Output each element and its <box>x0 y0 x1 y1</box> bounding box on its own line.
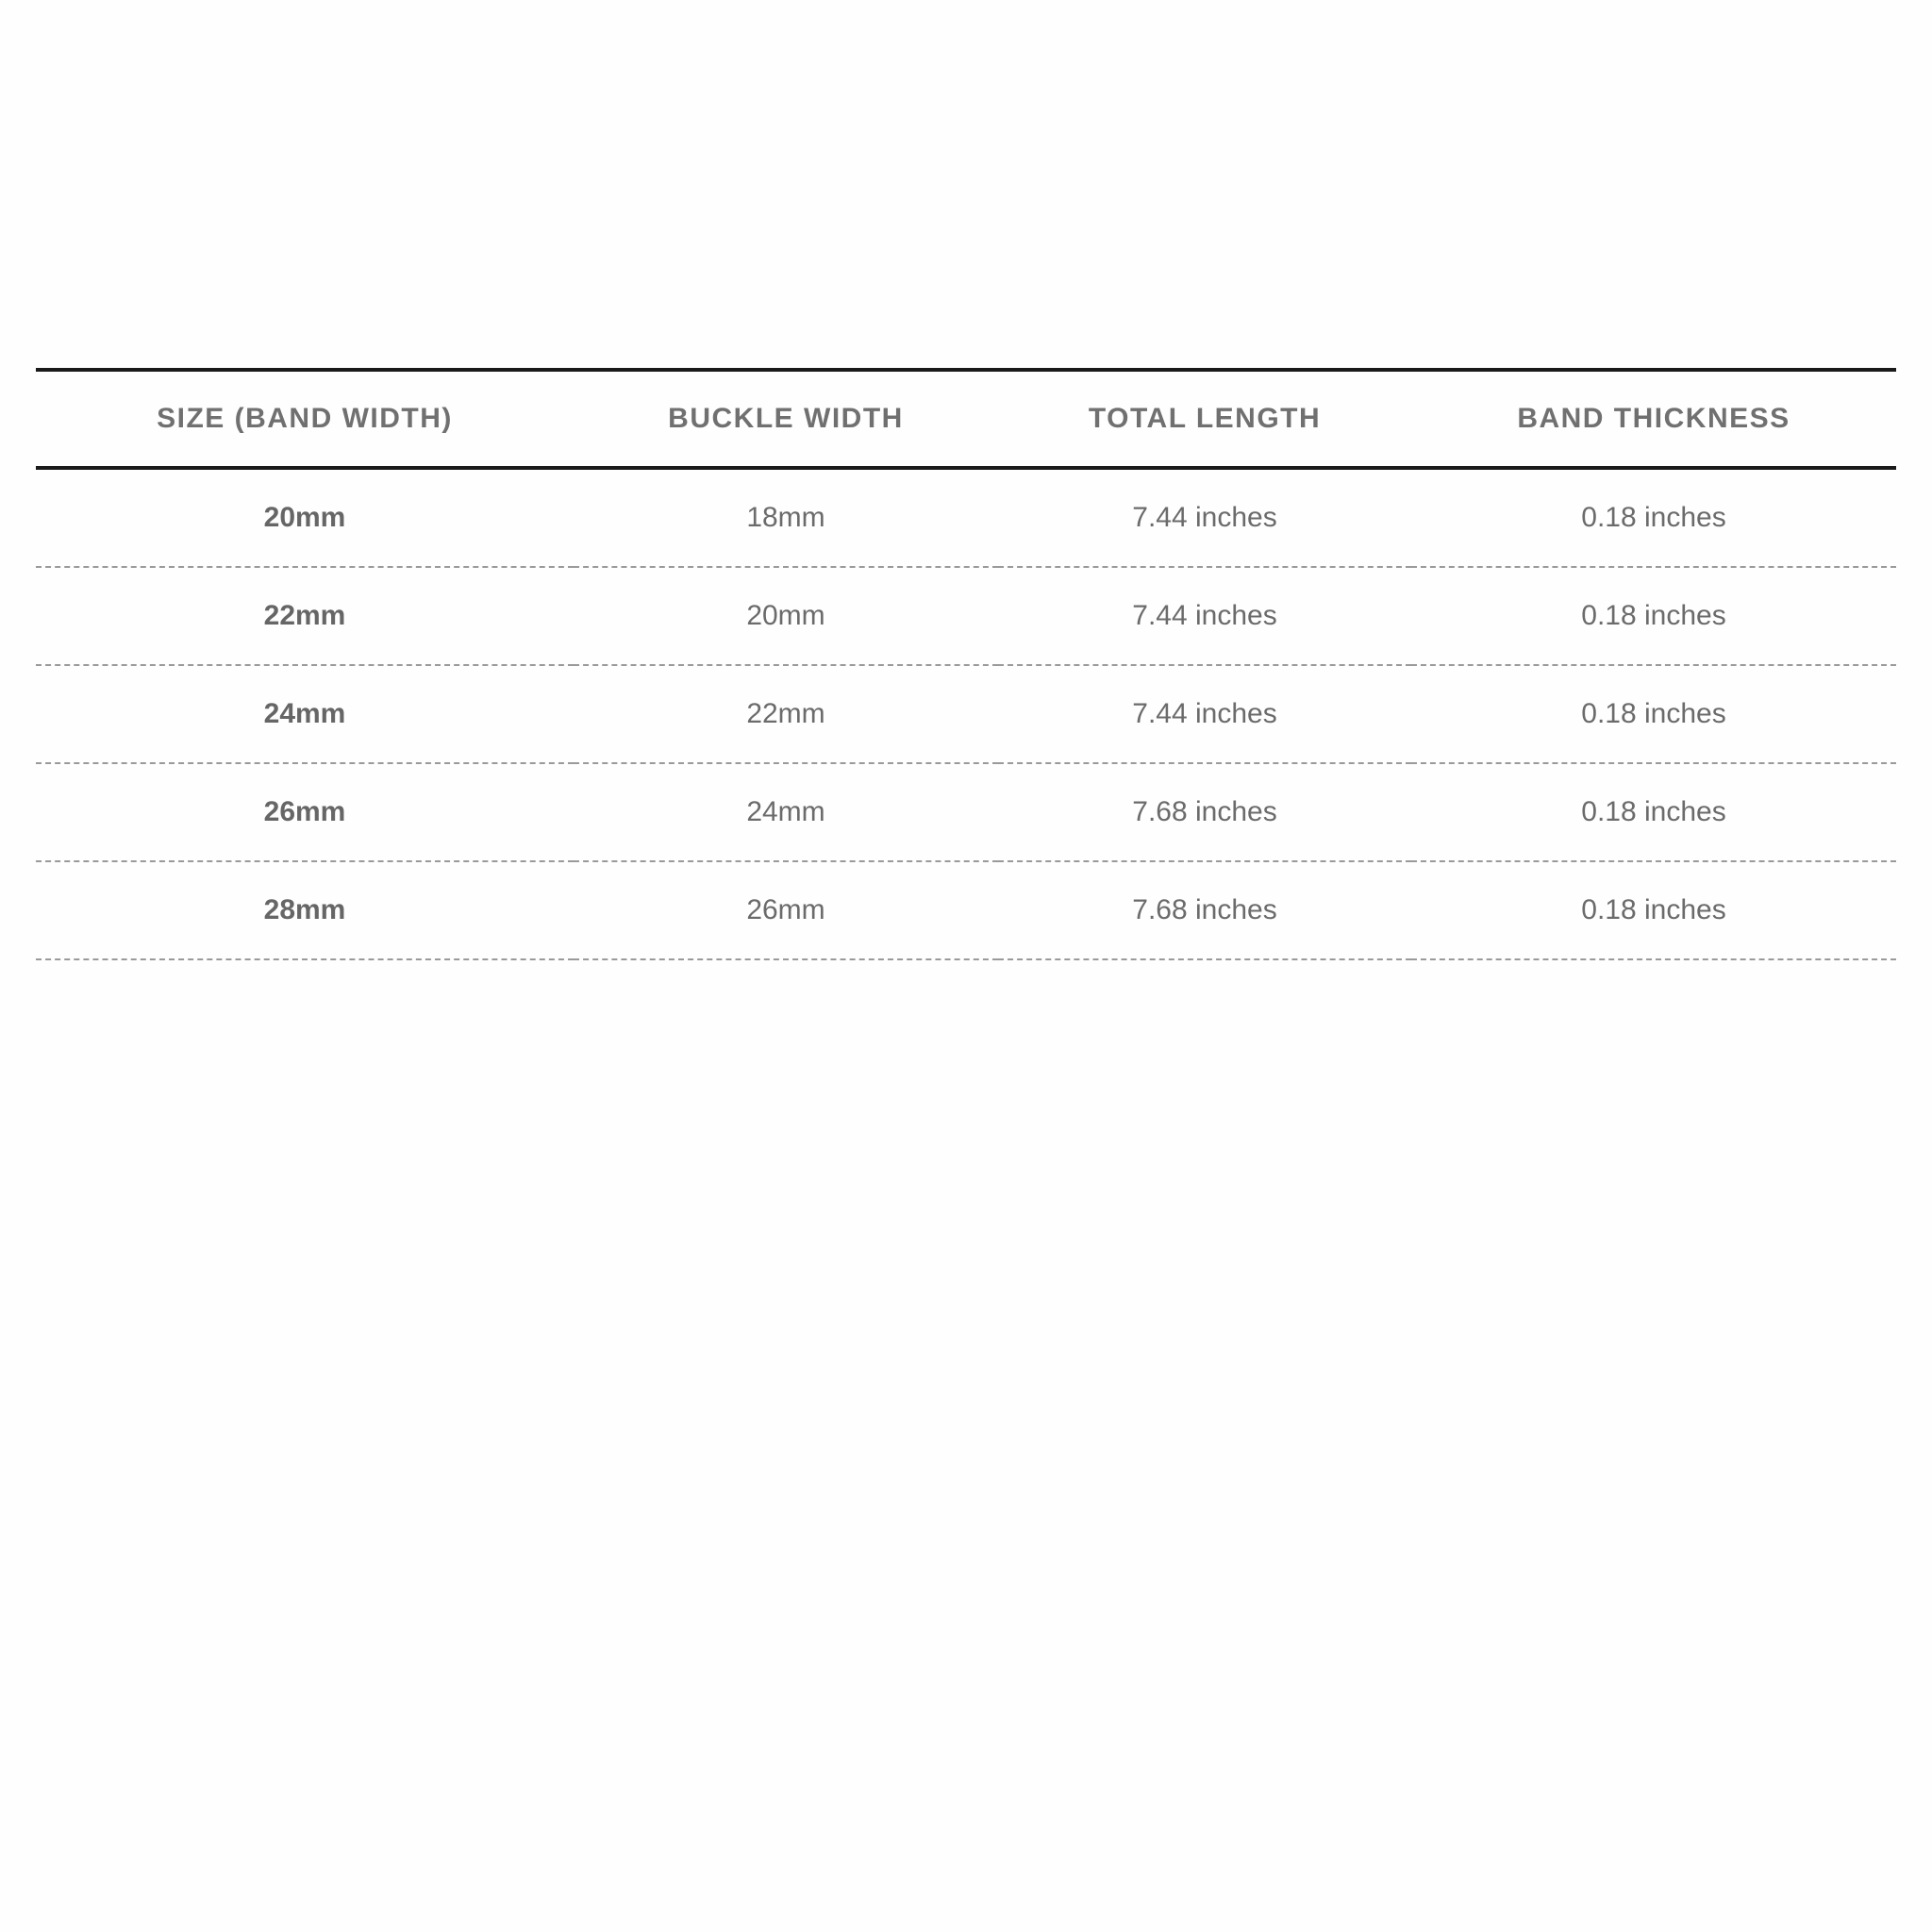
size-cell: 28mm <box>36 861 574 959</box>
total-length-cell: 7.44 inches <box>998 468 1411 567</box>
table-header <box>36 370 1896 468</box>
size-chart-table <box>36 368 1896 960</box>
total-length-cell: 7.44 inches <box>998 567 1411 665</box>
band-thickness-cell: 0.18 inches <box>1411 567 1896 665</box>
table-row <box>36 665 1896 763</box>
buckle-width-cell: 22mm <box>574 665 998 763</box>
buckle-width-cell: 26mm <box>574 861 998 959</box>
header-band-thickness: BAND THICKNESS <box>1411 370 1896 468</box>
band-thickness-cell: 0.18 inches <box>1411 861 1896 959</box>
table-row <box>36 567 1896 665</box>
total-length-cell: 7.68 inches <box>998 763 1411 861</box>
band-thickness-cell: 0.18 inches <box>1411 665 1896 763</box>
size-cell: 26mm <box>36 763 574 861</box>
table-row <box>36 468 1896 567</box>
buckle-width-cell: 24mm <box>574 763 998 861</box>
header-row <box>36 370 1896 468</box>
table-row <box>36 763 1896 861</box>
total-length-cell: 7.44 inches <box>998 665 1411 763</box>
size-cell: 24mm <box>36 665 574 763</box>
header-buckle-width: BUCKLE WIDTH <box>574 370 998 468</box>
total-length-cell: 7.68 inches <box>998 861 1411 959</box>
header-total-length: TOTAL LENGTH <box>998 370 1411 468</box>
band-thickness-cell: 0.18 inches <box>1411 468 1896 567</box>
buckle-width-cell: 18mm <box>574 468 998 567</box>
table-body <box>36 468 1896 959</box>
size-cell: 22mm <box>36 567 574 665</box>
header-size-band-width: SIZE (BAND WIDTH) <box>36 370 574 468</box>
buckle-width-cell: 20mm <box>574 567 998 665</box>
band-thickness-cell: 0.18 inches <box>1411 763 1896 861</box>
table-row <box>36 861 1896 959</box>
size-cell: 20mm <box>36 468 574 567</box>
